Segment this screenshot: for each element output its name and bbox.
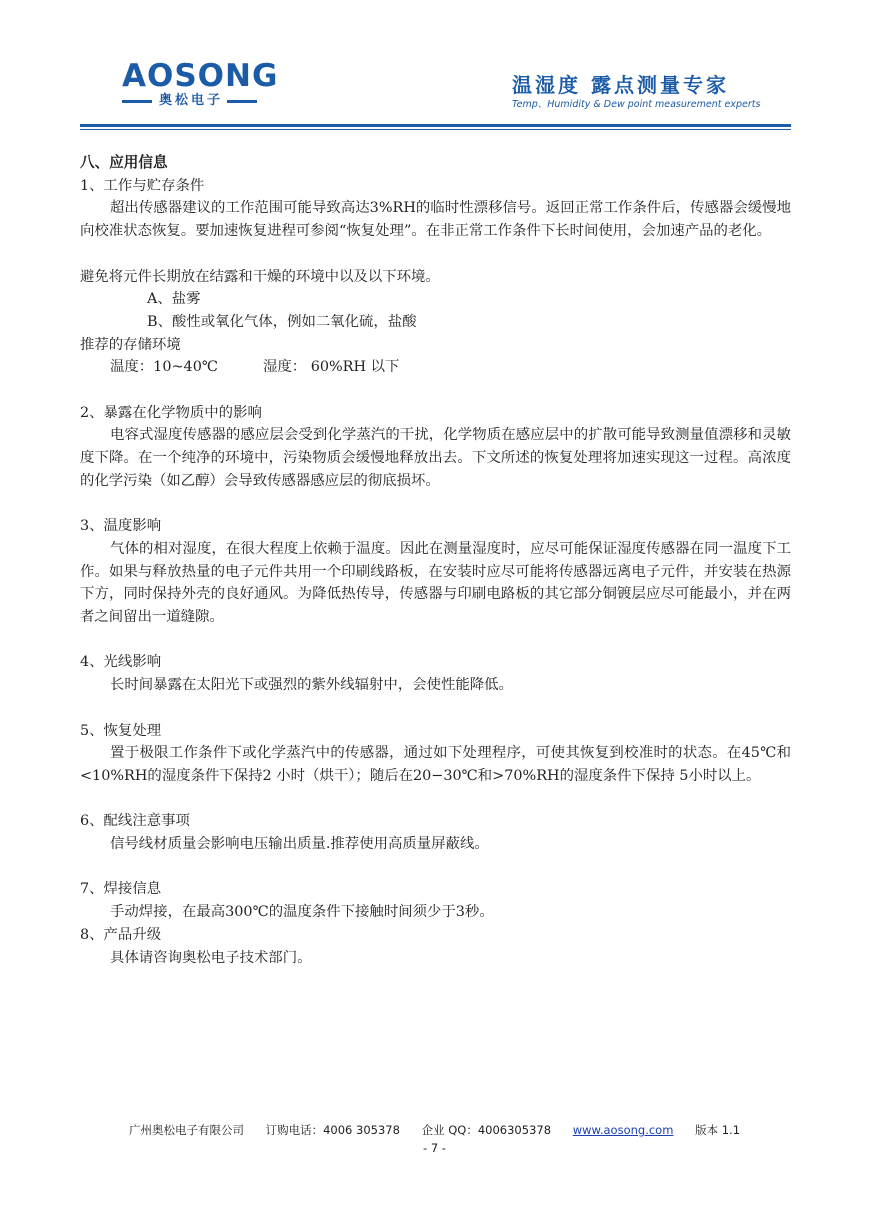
s1-item-a: A、盐雾 bbox=[147, 291, 201, 308]
s8-paragraph: 具体请咨询奥松电子技术部门。 bbox=[110, 949, 312, 966]
s6-heading: 6、配线注意事项 bbox=[80, 813, 190, 830]
s2-heading: 2、暴露在化学物质中的影响 bbox=[80, 404, 262, 421]
s1-avoid-text: 避免将元件长期放在结露和干燥的环境中以及以下环境。 bbox=[80, 268, 440, 285]
spacer bbox=[80, 243, 791, 266]
page-number: - 7 - bbox=[423, 1141, 446, 1155]
s2-paragraph: 电容式湿度传感器的感应层会受到化学蒸汽的干扰，化学物质在感应层中的扩散可能导致测量值漂移和灵敏度下降。在一个纯净的环境中，污染物质会缓慢地释放出去。下文所述的恢复处理将加速实现这一过程。高浓度的化学污染（如乙醇）会导致传感器感应层的彻底损坏。 bbox=[80, 427, 791, 489]
spacer bbox=[80, 856, 791, 879]
logo-rule-left bbox=[122, 100, 152, 103]
logo-subline bbox=[122, 93, 257, 109]
aosong-logo bbox=[122, 58, 279, 109]
s6-paragraph: 信号线材质量会影响电压输出质量.推荐使用高质量屏蔽线。 bbox=[110, 836, 489, 852]
s1-paragraph: 超出传感器建议的工作范围可能导致高达3%RH的临时性漂移信号。返回正常工作条件后，传感器会缓慢地向校准状态恢复。要加速恢复进程可参阅“恢复处理”。在非正常工作条件下长时间使用，会加速产品的老化。 bbox=[80, 200, 791, 240]
spacer bbox=[80, 788, 791, 811]
storage-humidity: 湿度： 60%RH 以下 bbox=[262, 359, 400, 376]
footer-info bbox=[0, 1121, 869, 1139]
s4-paragraph: 长时间暴露在太阳光下或强烈的紫外线辐射中，会使性能降低。 bbox=[110, 677, 513, 694]
logo-wordmark: AOSONG bbox=[122, 58, 279, 94]
section-title: 八、应用信息 bbox=[80, 154, 168, 171]
footer-company: 广州奥松电子有限公司 bbox=[128, 1123, 244, 1137]
s5-paragraph: 置于极限工作条件下或化学蒸汽中的传感器，通过如下处理程序，可使其恢复到校准时的状态。在45℃和<10%RH的湿度条件下保持2 小时（烘干）；随后在20−30℃和>70%RH的湿度条件下保持 5小时以上。 bbox=[80, 745, 791, 784]
s4-heading: 4、光线影响 bbox=[80, 654, 162, 671]
s7-heading: 7、焊接信息 bbox=[80, 881, 162, 898]
storage-temperature: 温度：10~40℃ bbox=[110, 359, 218, 376]
s1-heading: 1、工作与贮存条件 bbox=[80, 177, 205, 194]
header-rule-thick bbox=[80, 124, 791, 127]
slogan-english: Temp、Humidity & Dew point measurement experts bbox=[512, 99, 761, 110]
page-header bbox=[0, 0, 869, 135]
spacer bbox=[80, 379, 791, 402]
s1-storage-values bbox=[80, 356, 791, 379]
spacer bbox=[80, 697, 791, 720]
spacer bbox=[80, 493, 791, 516]
footer-website-link[interactable]: www.aosong.com bbox=[572, 1123, 674, 1137]
logo-rule-right bbox=[227, 100, 257, 103]
s7-paragraph: 手动焊接，在最高300℃的温度条件下接触时间须少于3秒。 bbox=[110, 904, 494, 921]
header-slogan bbox=[512, 73, 792, 111]
spacer bbox=[80, 629, 791, 652]
slogan-chinese: 温湿度 露点测量专家 bbox=[512, 73, 729, 97]
logo-chinese-name: 奥松电子 bbox=[159, 93, 224, 108]
footer-phone: 订购电话：4006 305378 bbox=[265, 1123, 400, 1137]
s1-item-b: B、酸性或氧化气体，例如二氧化硫，盐酸 bbox=[147, 313, 417, 330]
s3-paragraph: 气体的相对湿度，在很大程度上依赖于温度。因此在测量湿度时，应尽可能保证湿度传感器在同一温度下工作。如果与释放热量的电子元件共用一个印刷线路板，在安装时应尽可能将传感器远离电子元件，并安装在热源下方，同时保持外壳的良好通风。为降低热传导，传感器与印刷电路板的其它部分铜镀层应尽可能最小，并在两者之间留出一道缝隙。 bbox=[80, 540, 791, 626]
s3-heading: 3、温度影响 bbox=[80, 518, 162, 535]
s8-heading: 8、产品升级 bbox=[80, 926, 162, 943]
s1-storage-heading: 推荐的存储环境 bbox=[80, 336, 181, 353]
s5-heading: 5、恢复处理 bbox=[80, 722, 162, 739]
document-body bbox=[80, 152, 791, 969]
page-footer bbox=[0, 1121, 869, 1157]
footer-version: 版本 1.1 bbox=[695, 1123, 741, 1137]
header-rule-thin bbox=[80, 129, 791, 130]
footer-qq: 企业 QQ：4006305378 bbox=[421, 1123, 552, 1137]
